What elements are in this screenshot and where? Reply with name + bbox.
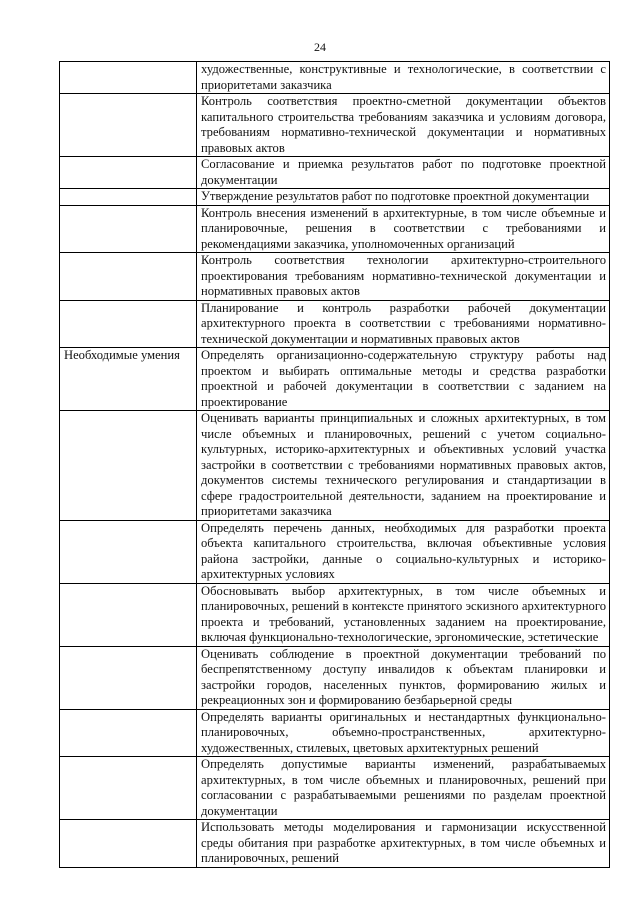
table-row	[60, 583, 610, 646]
row-text: Контроль соответствия проектно-сметной документации объектов капитального строительства требованиям заказчика и условиям договора, требованиям нормативно-технической документации и нормативных правовых актов	[201, 94, 606, 155]
row-label-cell	[60, 205, 197, 253]
row-label-cell	[60, 709, 197, 757]
row-text: Определять организационно-содержательную структуру работы над проектом и выбирать оптимальные методы и средства разработки проектной и рабочей документации в соответствии с заданием на проектирование	[201, 348, 606, 409]
table-row	[60, 520, 610, 583]
row-text: Планирование и контроль разработки рабочей документации архитектурного проекта в соответствии с требованиями нормативно-технической документации и нормативных правовых актов	[201, 300, 606, 346]
table-row	[60, 646, 610, 709]
table-row	[60, 157, 610, 189]
table-row	[60, 757, 610, 820]
row-text-cell	[197, 820, 610, 868]
row-text: Определять варианты оригинальных и нестандартных функционально-планировочных, объемно-пространственных, архитектурно-художественных, стилевых, цветовых архитектурных решений	[201, 709, 606, 755]
table-row	[60, 62, 610, 94]
row-text-cell	[197, 520, 610, 583]
table-row	[60, 94, 610, 157]
table-row	[60, 300, 610, 348]
row-label-cell	[60, 520, 197, 583]
row-label-cell	[60, 253, 197, 301]
competency-table	[59, 61, 610, 868]
row-label-cell	[60, 757, 197, 820]
table-row	[60, 820, 610, 868]
row-text: Согласование и приемка результатов работ по подготовке проектной документации	[201, 157, 606, 187]
row-text-cell	[197, 205, 610, 253]
row-text-cell	[197, 583, 610, 646]
row-text: Контроль соответствия технологии архитектурно-строительного проектирования требованиям нормативно-технической документации и нормативных правовых актов	[201, 253, 606, 298]
table-body	[60, 62, 610, 868]
row-text: Определять допустимые варианты изменений, разрабатываемых архитектурных, в том числе объемных и планировочных, решений при согласовании с разрабатываемыми решениями по разделам проектной документации	[201, 757, 606, 818]
row-label-cell	[60, 157, 197, 189]
row-text: Использовать методы моделирования и гармонизации искусственной среды обитания при разработке архитектурных, в том числе объемных и планировочных, решений	[201, 820, 606, 865]
table-row	[60, 189, 610, 206]
row-text-cell	[197, 411, 610, 521]
row-text: художественные, конструктивные и технологические, в соответствии с приоритетами заказчика	[201, 62, 606, 92]
row-label-cell	[60, 300, 197, 348]
row-text-cell	[197, 253, 610, 301]
row-label-cell	[60, 348, 197, 411]
table-row	[60, 411, 610, 521]
row-label-cell	[60, 820, 197, 868]
table-row	[60, 253, 610, 301]
page-number: 24	[314, 40, 326, 54]
row-label-cell	[60, 583, 197, 646]
section-label-skills: Необходимые умения	[64, 348, 180, 362]
row-label-cell	[60, 189, 197, 206]
table-row	[60, 348, 610, 411]
table-row	[60, 709, 610, 757]
table-row	[60, 205, 610, 253]
row-text-cell	[197, 348, 610, 411]
row-text-cell	[197, 62, 610, 94]
row-text-cell	[197, 709, 610, 757]
row-label-cell	[60, 62, 197, 94]
row-text-cell	[197, 157, 610, 189]
row-text: Оценивать соблюдение в проектной документации требований по беспрепятственному доступу инвалидов к объектам планировки и застройки городов, населенных пунктов, формированию жилых и рекреационных зон и формированию безбарьерной среды	[201, 646, 606, 707]
row-text: Оценивать варианты принципиальных и сложных архитектурных, в том числе объемных и планировочных, решений с учетом социально-культурных, историко-архитектурных и объективных условий участка застройки в соответствии с требованиями нормативных правовых актов, документов системы технического регулирования и стандартизации в сфере градостроительной деятельности, заданием на проектирование и приоритетами заказчика	[201, 411, 606, 518]
row-label-cell	[60, 94, 197, 157]
row-text-cell	[197, 300, 610, 348]
row-text: Обосновывать выбор архитектурных, в том числе объемных и планировочных, решений в контексте принятого эскизного архитектурного проекта и требований, установленных заданием на проектирование, включая функционально-технологические, эргономические, эстетические	[201, 583, 606, 644]
row-text: Контроль внесения изменений в архитектурные, в том числе объемные и планировочные, решения в соответствии с требованиями и рекомендациями заказчика, уполномоченных организаций	[201, 205, 606, 251]
row-text-cell	[197, 94, 610, 157]
row-text: Определять перечень данных, необходимых для разработки проекта объекта капитального строительства, включая объективные условия района застройки, данные о социально-культурных и историко-архитектурных условиях	[201, 520, 606, 581]
row-label-cell	[60, 646, 197, 709]
row-text-cell	[197, 646, 610, 709]
row-text-cell	[197, 757, 610, 820]
row-text: Утверждение результатов работ по подготовке проектной документации	[201, 189, 590, 203]
row-label-cell	[60, 411, 197, 521]
row-text-cell	[197, 189, 610, 206]
